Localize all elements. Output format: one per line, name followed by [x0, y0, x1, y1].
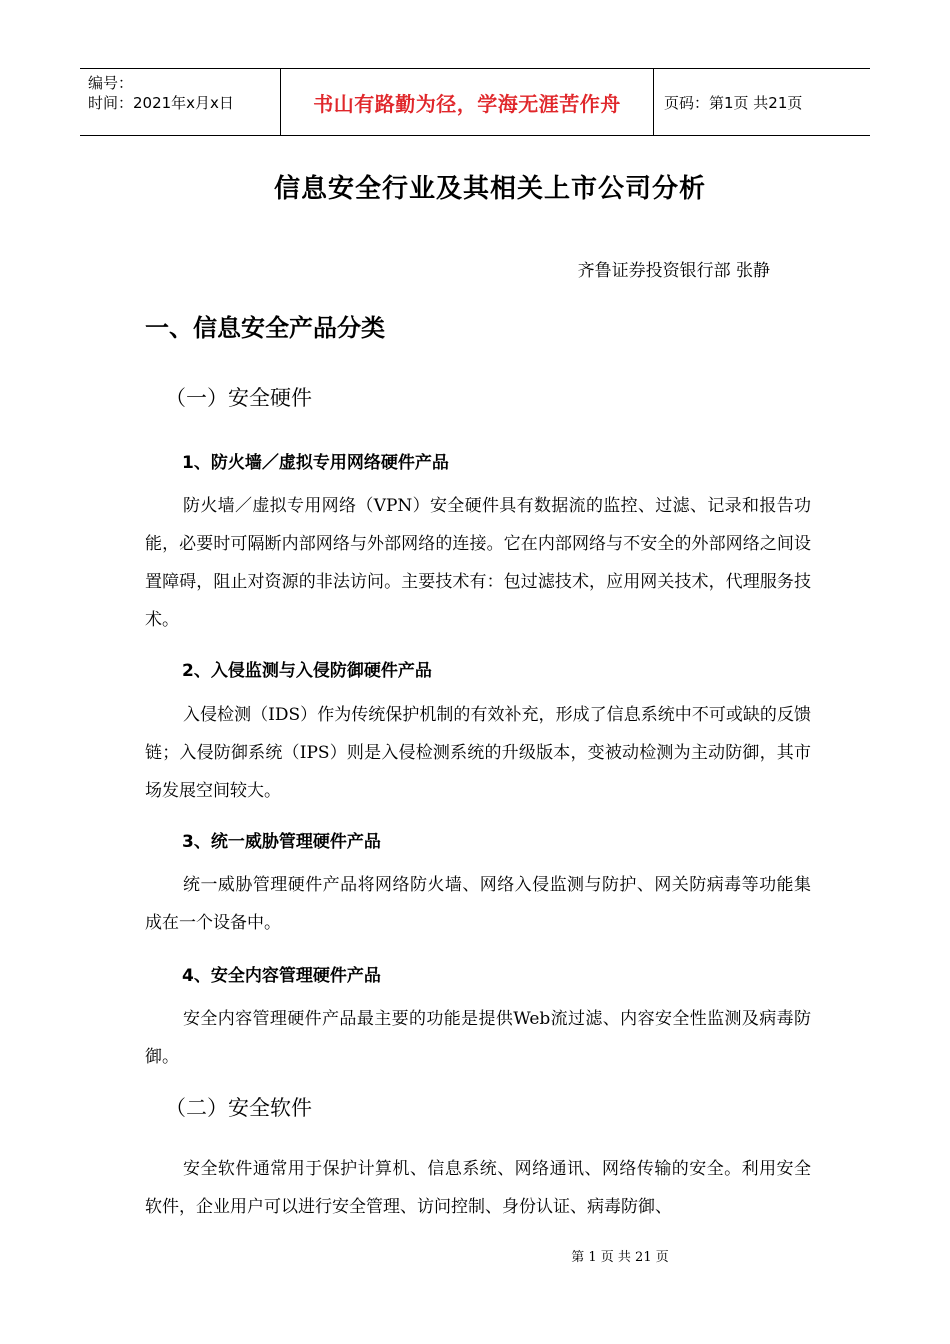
- subsection-hardware-heading: （一）安全硬件: [165, 386, 312, 410]
- item-4-paragraph: 安全内容管理硬件产品最主要的功能是提供Web流过滤、内容安全性监测及病毒防御。: [145, 1009, 811, 1067]
- motto-text: 书山有路勤为径，学海无涯苦作舟: [313, 91, 621, 116]
- header-table: [80, 68, 870, 136]
- page-footer: [0, 1246, 950, 1265]
- time-label: 时间：2021年x月x日: [88, 94, 234, 112]
- motto-cell: [280, 69, 654, 135]
- author-line: 齐鲁证券投资银行部 张静: [577, 261, 770, 281]
- header-left-cell: [80, 69, 280, 135]
- footer-page-label: 第 1 页 共 21 页: [571, 1250, 669, 1265]
- document-title: 信息安全行业及其相关上市公司分析: [273, 174, 706, 204]
- item-4-heading: 4、安全内容管理硬件产品: [182, 966, 381, 986]
- section-1-heading: 一、信息安全产品分类: [145, 314, 385, 342]
- item-1-paragraph: 防火墙／虚拟专用网络（VPN）安全硬件具有数据流的监控、过滤、记录和报告功能，必要时可隔断内部网络与外部网络的连接。它在内部网络与不安全的外部网络之间设置障碍，阻止对资源的非法访问。主要技术有：包过滤技术，应用网关技术，代理服务技术。: [145, 496, 811, 630]
- number-label: 编号：: [88, 74, 134, 92]
- item-2-paragraph: 入侵检测（IDS）作为传统保护机制的有效补充，形成了信息系统中不可或缺的反馈链；入侵防御系统（IPS）则是入侵检测系统的升级版本，变被动检测为主动防御，其市场发展空间较大。: [145, 705, 811, 801]
- page-info-cell: [654, 69, 870, 135]
- item-3-heading: 3、统一威胁管理硬件产品: [182, 832, 381, 852]
- item-2-heading: 2、入侵监测与入侵防御硬件产品: [182, 661, 432, 681]
- page-info-text: 页码：第1页 共21页: [664, 93, 803, 112]
- item-3-paragraph: 统一威胁管理硬件产品将网络防火墙、网络入侵监测与防护、网关防病毒等功能集成在一个设备中。: [145, 875, 811, 933]
- software-paragraph: 安全软件通常用于保护计算机、信息系统、网络通讯、网络传输的安全。利用安全软件，企业用户可以进行安全管理、访问控制、身份认证、病毒防御、: [145, 1159, 811, 1217]
- item-1-heading: 1、防火墙／虚拟专用网络硬件产品: [182, 453, 449, 473]
- subsection-software-heading: （二）安全软件: [165, 1096, 312, 1120]
